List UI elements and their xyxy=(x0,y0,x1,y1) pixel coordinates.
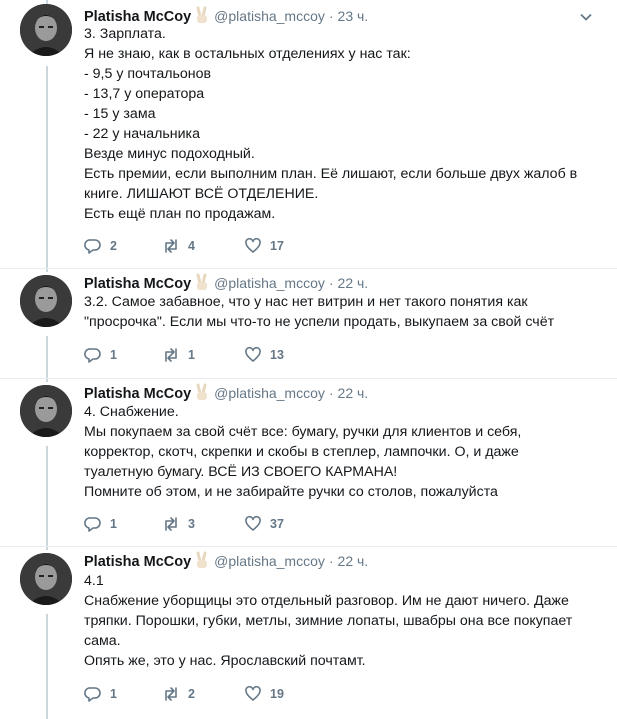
tweet-text-line: 4.1 xyxy=(84,573,104,589)
reply-icon xyxy=(84,237,102,255)
reply-icon xyxy=(84,685,102,703)
tweet-text-line: 4. Снабжение. xyxy=(84,404,179,420)
tweet-text-line: 3. Зарплата. xyxy=(84,26,166,42)
tweet-text-line: сама. xyxy=(84,633,121,649)
tweet-text-line: корректор, скотч, скрепки и скобы в степлер, лампочки. О, и даже xyxy=(84,444,519,460)
tweet[interactable] xyxy=(0,379,617,546)
retweet-icon xyxy=(162,515,180,533)
tweet-header xyxy=(84,551,368,571)
author-handle[interactable]: @platisha_mccoy xyxy=(214,385,325,401)
separator-dot: · xyxy=(328,553,334,569)
tweet-text-line: Есть ещё план по продажам. xyxy=(84,206,276,222)
victory-hand-icon xyxy=(194,273,210,291)
tweet[interactable] xyxy=(0,269,617,378)
like-count: 19 xyxy=(270,687,284,701)
retweet-button[interactable] xyxy=(162,345,195,365)
tweet-text-line: книге. ЛИШАЮТ ВСЁ ОТДЕЛЕНИЕ. xyxy=(84,186,319,202)
author-handle[interactable]: @platisha_mccoy xyxy=(214,553,325,569)
like-button[interactable] xyxy=(244,236,284,256)
retweet-count: 1 xyxy=(188,348,195,362)
reply-count: 1 xyxy=(110,517,117,531)
like-count: 37 xyxy=(270,517,284,531)
reply-count: 2 xyxy=(110,239,117,253)
avatar[interactable] xyxy=(20,385,72,437)
retweet-count: 3 xyxy=(188,517,195,531)
victory-hand-icon xyxy=(194,383,210,401)
tweet-text xyxy=(84,24,584,224)
heart-icon xyxy=(244,346,262,364)
victory-hand-icon xyxy=(194,6,210,24)
author-handle[interactable]: @platisha_mccoy xyxy=(214,8,325,24)
author-name[interactable]: Platisha McCoy xyxy=(84,386,192,402)
timestamp[interactable]: 23 ч. xyxy=(337,8,369,24)
tweet-text-line: 3.2. Самое забавное, что у нас нет витрин и нет такого понятия как xyxy=(84,294,528,310)
tweet-text-line: - 22 у начальника xyxy=(84,126,200,142)
reply-button[interactable] xyxy=(84,684,117,704)
separator-dot: · xyxy=(328,385,334,401)
timestamp[interactable]: 22 ч. xyxy=(337,385,369,401)
retweet-button[interactable] xyxy=(162,514,195,534)
tweet-header xyxy=(84,273,368,293)
like-count: 13 xyxy=(270,348,284,362)
tweet-text xyxy=(84,292,584,332)
author-name[interactable]: Platisha McCoy xyxy=(84,554,192,570)
author-name[interactable]: Platisha McCoy xyxy=(84,276,192,292)
tweet-text-line: - 15 у зама xyxy=(84,106,156,122)
reply-icon xyxy=(84,346,102,364)
tweet-text-line: Опять же, это у нас. Ярославский почтамт. xyxy=(84,653,366,669)
tweet-text-line: Есть премии, если выполним план. Её лишают, если больше двух жалоб в xyxy=(84,166,578,182)
separator-dot: · xyxy=(328,8,334,24)
retweet-icon xyxy=(162,685,180,703)
tweet-text-line: Помните об этом, и не забирайте ручки со столов, пожалуйста xyxy=(84,484,498,500)
tweet-text-line: - 13,7 у оператора xyxy=(84,86,205,102)
like-button[interactable] xyxy=(244,684,284,704)
like-button[interactable] xyxy=(244,514,284,534)
tweet-text xyxy=(84,571,584,671)
avatar[interactable] xyxy=(20,4,72,56)
reply-button[interactable] xyxy=(84,236,117,256)
retweet-icon xyxy=(162,346,180,364)
retweet-button[interactable] xyxy=(162,684,195,704)
tweet-text-line: Везде минус подоходный. xyxy=(84,146,255,162)
tweet[interactable] xyxy=(0,547,617,719)
tweet-text-line: туалетную бумагу. ВСЁ ИЗ СВОЕГО КАРМАНА! xyxy=(84,464,398,480)
tweet-header xyxy=(84,383,368,403)
victory-hand-icon xyxy=(194,551,210,569)
reply-count: 1 xyxy=(110,348,117,362)
retweet-count: 2 xyxy=(188,687,195,701)
heart-icon xyxy=(244,515,262,533)
separator-dot: · xyxy=(328,275,334,291)
tweet[interactable] xyxy=(0,0,617,268)
tweet-text-line: - 9,5 у почтальонов xyxy=(84,66,212,82)
reply-count: 1 xyxy=(110,687,117,701)
heart-icon xyxy=(244,685,262,703)
like-count: 17 xyxy=(270,239,284,253)
avatar[interactable] xyxy=(20,553,72,605)
reply-icon xyxy=(84,515,102,533)
tweet-text-line: Мы покупаем за свой счёт все: бумагу, ручки для клиентов и себя, xyxy=(84,424,522,440)
reply-button[interactable] xyxy=(84,345,117,365)
tweet-text-line: Снабжение уборщицы это отдельный разговор. Им не дают ничего. Даже xyxy=(84,593,569,609)
tweet-text-line: "просрочка". Если мы что-то не успели продать, выкупаем за свой счёт xyxy=(84,314,555,330)
heart-icon xyxy=(244,237,262,255)
retweet-icon xyxy=(162,237,180,255)
timestamp[interactable]: 22 ч. xyxy=(337,275,369,291)
like-button[interactable] xyxy=(244,345,284,365)
tweet-header xyxy=(84,6,368,26)
avatar[interactable] xyxy=(20,275,72,327)
author-name[interactable]: Platisha McCoy xyxy=(84,9,192,25)
author-handle[interactable]: @platisha_mccoy xyxy=(214,275,325,291)
tweet-text-line: Я не знаю, как в остальных отделениях у нас так: xyxy=(84,46,411,62)
retweet-button[interactable] xyxy=(162,236,195,256)
tweet-text-line: тряпки. Порошки, губки, метлы, зимние лопаты, швабры она все покупает xyxy=(84,613,573,629)
reply-button[interactable] xyxy=(84,514,117,534)
tweet-text xyxy=(84,402,584,502)
retweet-count: 4 xyxy=(188,239,195,253)
timestamp[interactable]: 22 ч. xyxy=(337,553,369,569)
